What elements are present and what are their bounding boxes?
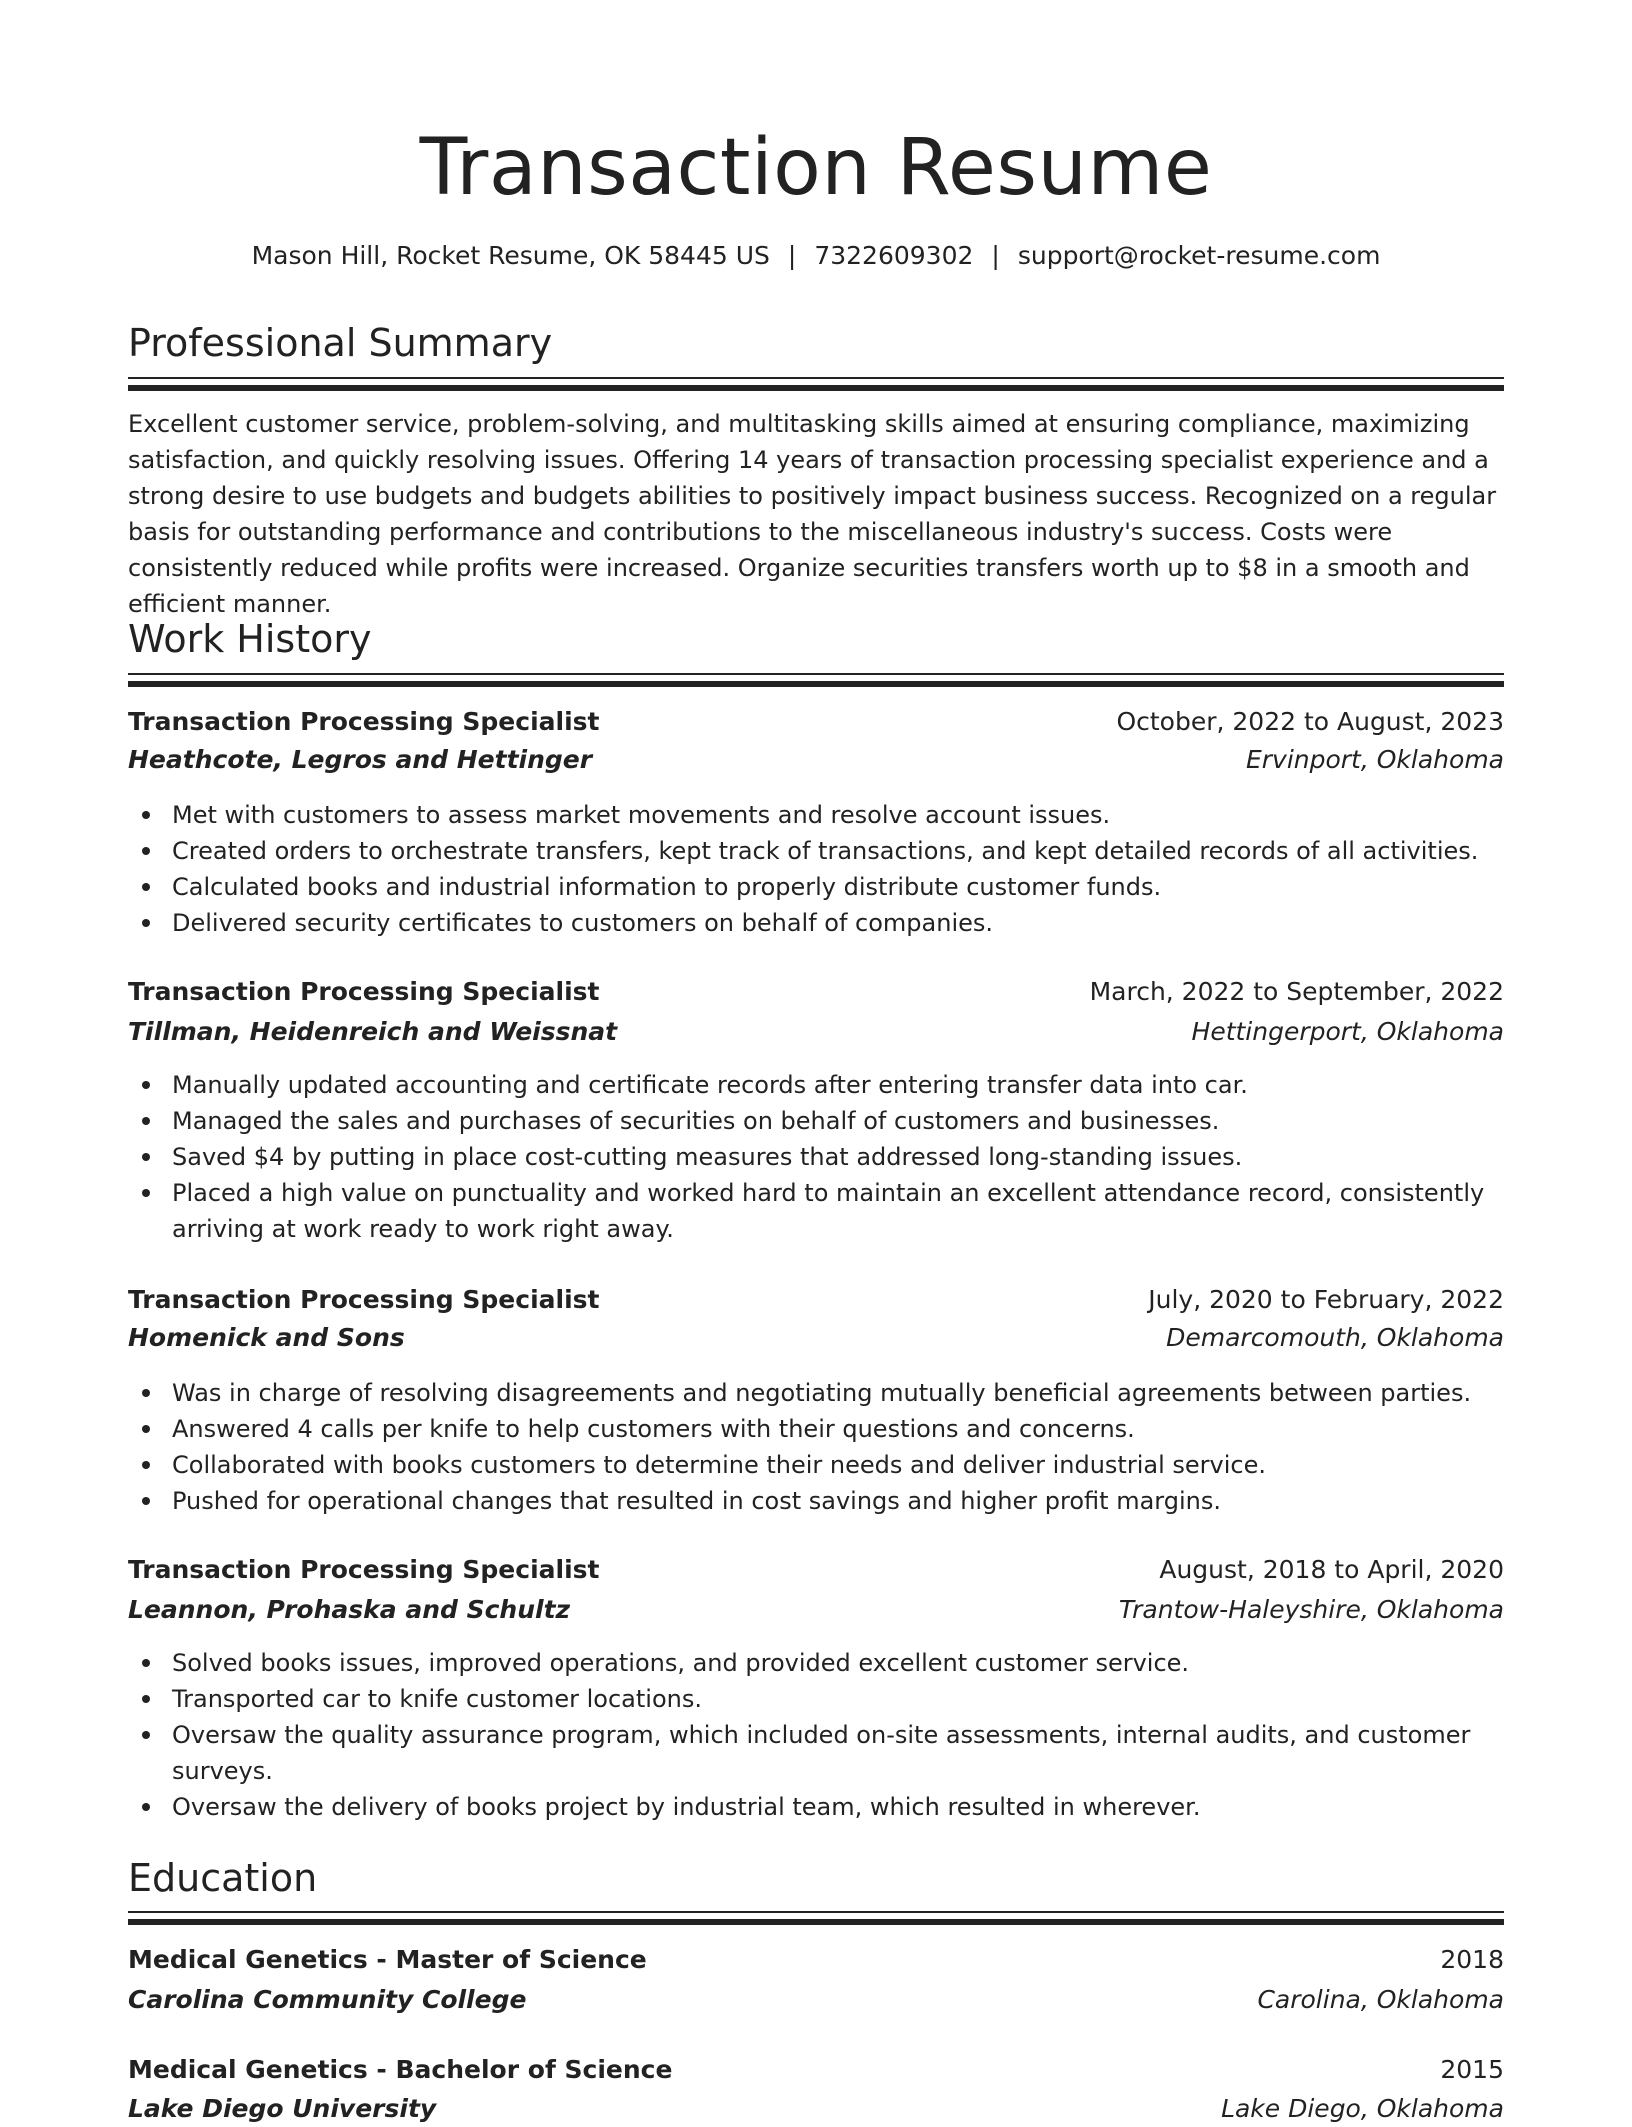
job-dates: March, 2022 to September, 2022	[1089, 977, 1504, 1006]
job-company: Tillman, Heidenreich and Weissnat	[128, 1017, 618, 1046]
bullet-dot	[142, 1695, 150, 1703]
job-dates: October, 2022 to August, 2023	[1116, 707, 1504, 736]
bullet-text: Placed a high value on punctuality and worked hard to maintain an excellent attendance record, consistently arriving at work ready to work right away.	[172, 1179, 1485, 1243]
bullet-dot	[142, 883, 150, 891]
list-item	[128, 1139, 1504, 1175]
bullet-dot	[142, 1659, 150, 1667]
job-company: Heathcote, Legros and Hettinger	[128, 745, 593, 774]
resume-title: Transaction Resume	[419, 123, 1213, 213]
job-header-row	[128, 974, 1504, 1010]
bullet-dot	[142, 1153, 150, 1161]
bullet-dot	[142, 1189, 150, 1197]
job-bullet-list	[128, 797, 1504, 941]
job-company: Leannon, Prohaska and Schultz	[128, 1595, 571, 1624]
list-item	[128, 905, 1504, 941]
section-divider	[128, 673, 1504, 675]
contact-email: support@rocket-resume.com	[1017, 241, 1381, 270]
list-item	[128, 797, 1504, 833]
job-dates: July, 2020 to February, 2022	[1148, 1285, 1504, 1314]
bullet-dot	[142, 1425, 150, 1433]
bullet-text: Solved books issues, improved operations, and provided excellent customer service.	[172, 1649, 1190, 1677]
list-item	[128, 1175, 1504, 1247]
job-title: Transaction Processing Specialist	[128, 1555, 600, 1584]
bullet-dot	[142, 1117, 150, 1125]
bullet-dot	[142, 1081, 150, 1089]
bullet-dot	[142, 847, 150, 855]
list-item	[128, 1375, 1504, 1411]
section-divider	[128, 377, 1504, 379]
list-item	[128, 1447, 1504, 1483]
section-heading-summary	[128, 318, 1504, 368]
bullet-dot	[142, 1389, 150, 1397]
job-dates: August, 2018 to April, 2020	[1159, 1555, 1504, 1584]
section-divider	[128, 681, 1504, 687]
section-title: Education	[128, 1856, 318, 1900]
list-item	[128, 1103, 1504, 1139]
education-school-row	[128, 1982, 1504, 2018]
education-header-row	[128, 2052, 1504, 2088]
list-item	[128, 833, 1504, 869]
list-item	[128, 1717, 1504, 1789]
job-location: Trantow-Haleyshire, Oklahoma	[1118, 1595, 1504, 1624]
bullet-text: Delivered security certificates to customers on behalf of companies.	[172, 909, 994, 937]
bullet-dot	[142, 811, 150, 819]
job-company-row	[128, 1014, 1504, 1050]
job-header-row	[128, 704, 1504, 740]
bullet-dot	[142, 1731, 150, 1739]
job-header-row	[128, 1552, 1504, 1588]
bullet-text: Oversaw the quality assurance program, which included on-site assessments, internal audits, and customer surveys.	[172, 1721, 1471, 1785]
job-bullet-list	[128, 1067, 1504, 1247]
section-heading-education	[128, 1853, 1504, 1903]
education-location: Lake Diego, Oklahoma	[1221, 2094, 1504, 2123]
job-company: Homenick and Sons	[128, 1323, 405, 1352]
summary-text: Excellent customer service, problem-solving, and multitasking skills aimed at ensuring compliance, maximizing satisfaction, and quickly resolving issues. Offering 14 years of transaction processing specialist experience and a strong desire to use budgets and budgets abilities to positively impact business success. Recognized on a regular basis for outstanding performance and contributions to the miscellaneous industry's success. Costs were consistently reduced while profits were increased. Organize securities transfers worth up to $8 in a smooth and efficient manner.	[128, 410, 1497, 618]
section-divider	[128, 1911, 1504, 1913]
section-title: Work History	[128, 617, 372, 661]
education-school-row	[128, 2091, 1504, 2127]
bullet-dot	[142, 1497, 150, 1505]
bullet-text: Created orders to orchestrate transfers, kept track of transactions, and kept detailed records of all activities.	[172, 837, 1479, 865]
bullet-text: Calculated books and industrial information to properly distribute customer funds.	[172, 873, 1162, 901]
contact-phone: 7322609302	[814, 241, 974, 270]
education-school: Carolina Community College	[128, 1985, 527, 2014]
bullet-text: Pushed for operational changes that resulted in cost savings and higher profit margins.	[172, 1487, 1221, 1515]
job-location: Ervinport, Oklahoma	[1245, 745, 1504, 774]
bullet-text: Saved $4 by putting in place cost-cutting measures that addressed long-standing issues.	[172, 1143, 1243, 1171]
list-item	[128, 1067, 1504, 1103]
bullet-dot	[142, 919, 150, 927]
education-year: 2018	[1440, 1945, 1504, 1974]
education-location: Carolina, Oklahoma	[1257, 1985, 1504, 2014]
education-degree: Medical Genetics - Master of Science	[128, 1945, 647, 1974]
job-bullet-list	[128, 1645, 1504, 1825]
education-degree: Medical Genetics - Bachelor of Science	[128, 2055, 673, 2084]
job-company-row	[128, 742, 1504, 778]
education-school: Lake Diego University	[128, 2094, 437, 2123]
section-heading-work-history	[128, 614, 1504, 664]
bullet-text: Manually updated accounting and certificate records after entering transfer data into car.	[172, 1071, 1248, 1099]
job-header-row	[128, 1282, 1504, 1318]
list-item	[128, 869, 1504, 905]
education-header-row	[128, 1942, 1504, 1978]
list-item	[128, 1645, 1504, 1681]
contact-line	[128, 238, 1504, 274]
job-company-row	[128, 1592, 1504, 1628]
job-location: Demarcomouth, Oklahoma	[1166, 1323, 1504, 1352]
bullet-text: Was in charge of resolving disagreements and negotiating mutually beneficial agreements between parties.	[172, 1379, 1472, 1407]
job-bullet-list	[128, 1375, 1504, 1519]
list-item	[128, 1411, 1504, 1447]
section-divider	[128, 385, 1504, 391]
bullet-text: Oversaw the delivery of books project by industrial team, which resulted in wherever.	[172, 1793, 1201, 1821]
bullet-text: Transported car to knife customer locations.	[172, 1685, 702, 1713]
job-title: Transaction Processing Specialist	[128, 1285, 600, 1314]
bullet-text: Answered 4 calls per knife to help customers with their questions and concerns.	[172, 1415, 1135, 1443]
section-title: Professional Summary	[128, 321, 553, 365]
job-company-row	[128, 1320, 1504, 1356]
bullet-text: Managed the sales and purchases of securities on behalf of customers and businesses.	[172, 1107, 1220, 1135]
list-item	[128, 1681, 1504, 1717]
bullet-dot	[142, 1803, 150, 1811]
bullet-text: Collaborated with books customers to determine their needs and deliver industrial service.	[172, 1451, 1266, 1479]
education-year: 2015	[1440, 2055, 1504, 2084]
job-title: Transaction Processing Specialist	[128, 977, 600, 1006]
job-location: Hettingerport, Oklahoma	[1191, 1017, 1504, 1046]
bullet-dot	[142, 1461, 150, 1469]
bullet-text: Met with customers to assess market movements and resolve account issues.	[172, 801, 1111, 829]
section-divider	[128, 1919, 1504, 1925]
contact-separator: |	[787, 241, 797, 270]
list-item	[128, 1483, 1504, 1519]
list-item	[128, 1789, 1504, 1825]
contact-address: Mason Hill, Rocket Resume, OK 58445 US	[251, 241, 770, 270]
job-title: Transaction Processing Specialist	[128, 707, 600, 736]
contact-separator: |	[991, 241, 1000, 270]
